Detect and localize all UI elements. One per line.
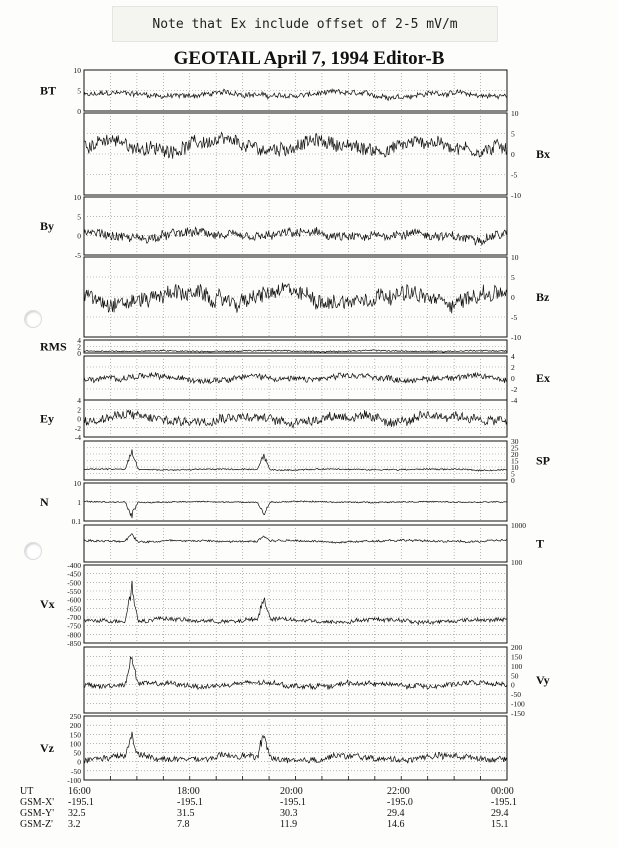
tick-label-sp: 0	[511, 476, 515, 485]
tick-label-vy: -100	[511, 699, 525, 709]
tick-label-bt: 10	[73, 66, 81, 75]
tick-label-vz: -50	[71, 766, 81, 776]
orbit-value: 15.1	[491, 819, 509, 830]
tick-label-vz: 50	[73, 748, 81, 758]
tick-label-sp: 5	[511, 469, 515, 479]
tick-label-vx: -450	[67, 569, 81, 579]
tick-label-vz: 0	[77, 757, 81, 767]
tick-label-by: 5	[77, 212, 81, 222]
tick-label-n: 1	[77, 498, 81, 507]
tick-label-ey: 0	[77, 414, 81, 424]
tick-label-sp: 15	[511, 456, 519, 466]
tick-label-bt: 0	[77, 107, 81, 116]
tick-label-ey: 2	[77, 405, 81, 415]
tick-label-ex: -2	[511, 385, 518, 394]
panel-frame-by	[84, 197, 507, 255]
tick-label-vx: -750	[67, 621, 81, 631]
tick-label-vy: 50	[511, 671, 519, 681]
tick-label-ey: -4	[74, 433, 81, 442]
tick-label-vx: -650	[67, 604, 81, 614]
tick-label-n: 10	[73, 479, 81, 488]
panel-label-ex: Ex	[536, 371, 551, 385]
tick-label-vy: -150	[511, 709, 525, 718]
tick-label-ex: 2	[511, 363, 515, 372]
tick-label-ex: 4	[511, 352, 515, 361]
tick-label-vx: -600	[67, 595, 81, 605]
tick-label-sp: 25	[511, 443, 519, 453]
tick-label-ex: -4	[511, 396, 518, 405]
panel-label-vx: Vx	[40, 597, 55, 611]
tick-label-ey: -2	[74, 423, 81, 433]
tick-label-t: 1000	[511, 521, 526, 530]
panel-label-t: T	[536, 536, 545, 551]
panel-label-rms: RMS	[40, 339, 67, 354]
gsm-x-label: GSM-X'	[20, 797, 55, 808]
trace-vy	[84, 657, 507, 690]
tick-label-vx: -800	[67, 630, 81, 640]
tick-label-n: 0.1	[71, 517, 81, 526]
panel-label-vz: Vz	[40, 741, 54, 755]
offset-note: Note that Ex include offset of 2-5 mV/m	[112, 6, 498, 42]
orbit-value: 3.2	[68, 819, 81, 830]
tick-label-sp: 20	[511, 450, 519, 459]
tick-label-vx: -700	[67, 613, 81, 622]
tick-label-vz: 200	[69, 721, 81, 731]
orbit-value: -195.1	[491, 797, 517, 808]
tick-label-vz: 100	[69, 739, 81, 749]
tick-label-bx: 10	[511, 109, 519, 118]
tick-label-bz: -5	[511, 313, 518, 322]
tick-label-by: -5	[74, 251, 81, 260]
tick-label-bz: 5	[511, 273, 515, 282]
panel-label-n: N	[40, 495, 49, 509]
tick-label-rms: 4	[77, 336, 81, 345]
tick-label-bx: 5	[511, 129, 515, 139]
orbit-value: 29.4	[491, 808, 509, 819]
orbit-value: 11.9	[280, 819, 298, 830]
ut-tick-label: 18:00	[177, 786, 200, 797]
tick-label-ey: 4	[77, 396, 81, 405]
tick-label-bz: -10	[511, 333, 521, 342]
panel-label-ey: Ey	[40, 411, 55, 426]
ut-tick-label: 20:00	[280, 786, 303, 797]
ut-label: UT	[20, 786, 34, 797]
orbit-value: 14.6	[387, 819, 405, 830]
ut-tick-label: 00:00	[491, 786, 514, 797]
panel-label-by: By	[40, 219, 55, 233]
trace-bx	[84, 132, 507, 158]
panel-label-sp: SP	[536, 453, 551, 468]
ut-tick-label: 22:00	[387, 786, 410, 797]
orbit-value: 29.4	[387, 808, 405, 819]
tick-label-bz: 0	[511, 293, 515, 302]
tick-label-vz: 250	[69, 712, 81, 721]
tick-label-vy: -50	[511, 690, 521, 700]
trace-vx	[84, 581, 507, 625]
tick-label-vy: 0	[511, 680, 515, 690]
tick-label-vx: -550	[67, 587, 81, 596]
tick-label-bx: -5	[511, 170, 518, 180]
tick-label-vx: -850	[67, 639, 81, 648]
tick-label-rms: 0	[77, 349, 81, 358]
panel-label-bx: Bx	[536, 147, 551, 161]
tick-label-vx: -500	[67, 578, 81, 588]
tick-label-bx: 0	[511, 150, 515, 159]
tick-label-t: 100	[511, 558, 523, 567]
tick-label-ex: 0	[511, 374, 515, 383]
gsm-z-label: GSM-Z'	[20, 819, 53, 830]
tick-label-vz: -100	[67, 776, 81, 785]
orbit-value: -195.1	[68, 797, 94, 808]
tick-label-vx: -400	[67, 561, 81, 570]
tick-label-sp: 10	[511, 463, 519, 472]
trace-t	[84, 534, 507, 544]
trace-n	[84, 501, 507, 518]
orbit-value: -195.1	[177, 797, 203, 808]
tick-label-vy: 150	[511, 652, 523, 662]
orbit-value: 30.3	[280, 808, 298, 819]
panel-label-bt: BT	[40, 83, 57, 98]
ut-tick-label: 16:00	[68, 786, 91, 797]
panel-label-bz: Bz	[536, 290, 550, 304]
tick-label-vz: 150	[69, 730, 81, 740]
orbit-value: -195.0	[387, 797, 413, 808]
chart-title: GEOTAIL April 7, 1994 Editor-B	[173, 48, 445, 69]
orbit-value: 31.5	[177, 808, 195, 819]
tick-label-by: 0	[77, 231, 81, 241]
tick-label-bz: 10	[511, 253, 519, 262]
tick-label-by: 10	[73, 193, 81, 202]
tick-label-vy: 100	[511, 661, 523, 671]
orbit-value: 32.5	[68, 808, 86, 819]
tick-label-bt: 5	[77, 86, 81, 96]
orbit-value: -195.1	[280, 797, 306, 808]
tick-label-sp: 30	[511, 437, 519, 446]
orbit-value: 7.8	[177, 819, 190, 830]
tick-label-bx: -10	[511, 191, 521, 200]
gsm-y-label: GSM-Y'	[20, 808, 55, 819]
tick-label-rms: 2	[77, 342, 81, 352]
panel-label-vy: Vy	[536, 673, 550, 687]
tick-label-vy: 200	[511, 643, 523, 652]
